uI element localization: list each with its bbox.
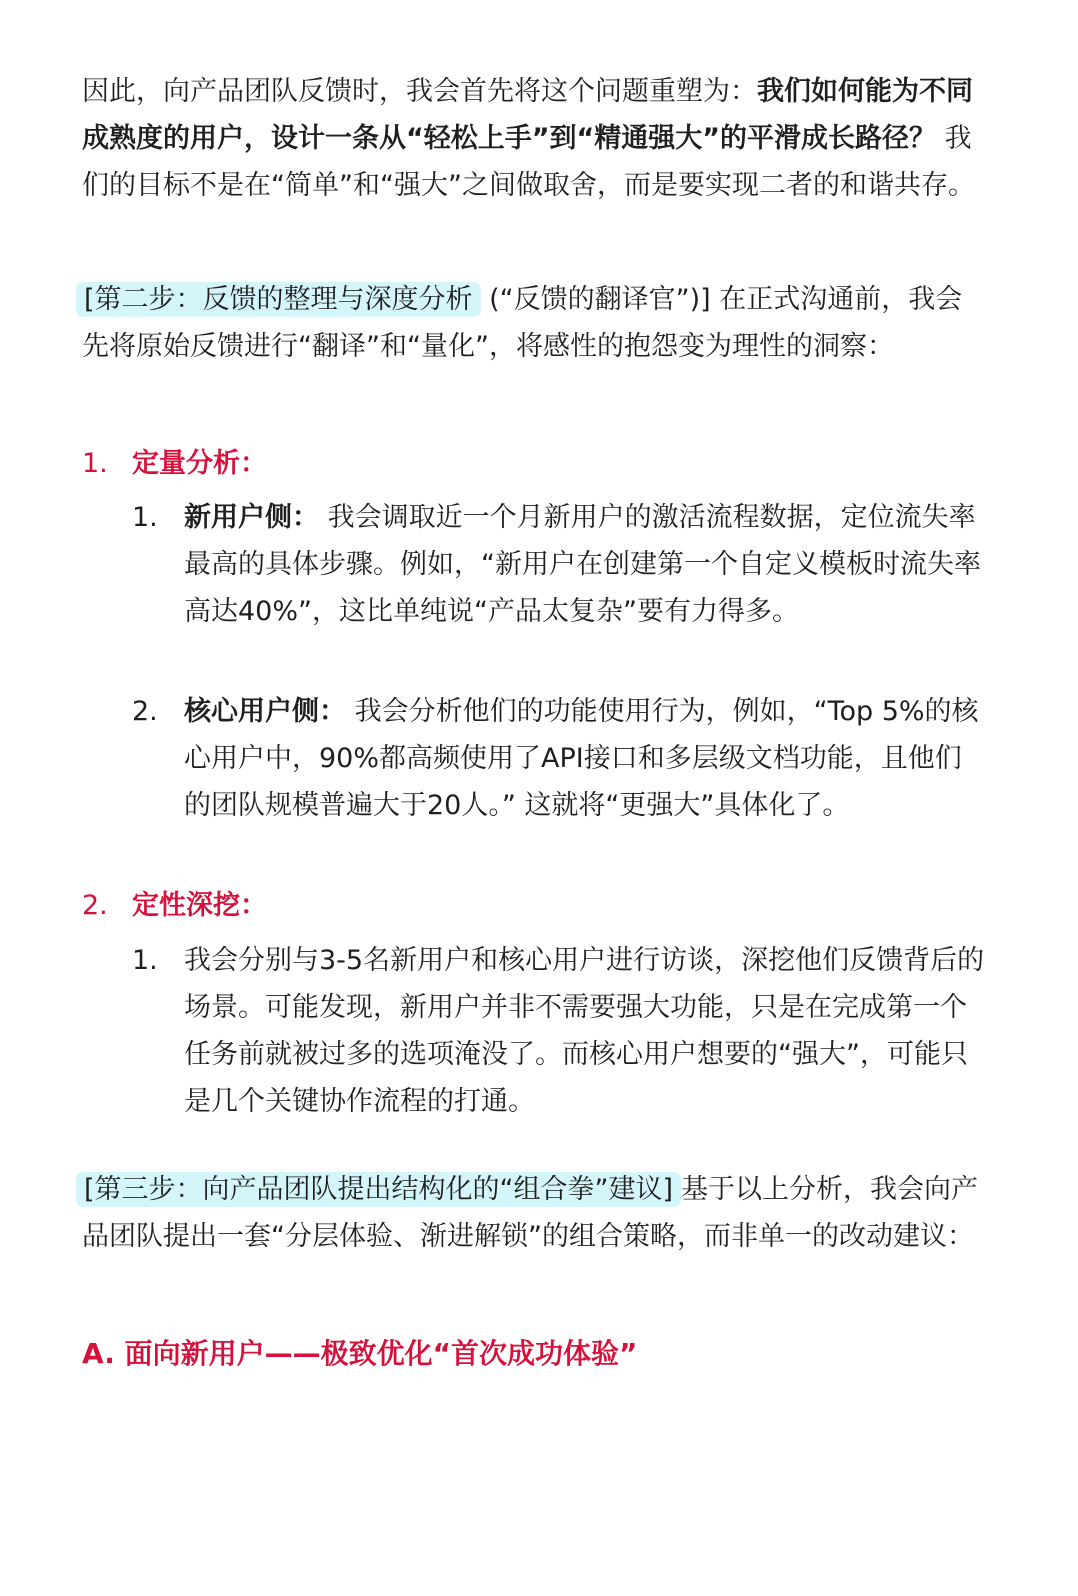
sublist-item-core-users (184, 688, 988, 829)
intro-tail-text: 我们的目标不是在“简单”和“强大”之间做取舍，而是要实现二者的和谐共存。 (82, 123, 975, 201)
sublist-number: 1. (132, 945, 158, 976)
sublist-item-title: 新用户侧： (184, 502, 319, 533)
sublist-item-title: 核心用户侧： (184, 696, 346, 727)
sublist-item-text: 我会分别与3-5名新用户和核心用户进行访谈，深挖他们反馈背后的场景。可能发现，新用户并非不需要强大功能，只是在完成第一个任务前就被过多的选项淹没了。而核心用户想要的“强大”，可能只是几个关键协作流程的打通。 (184, 945, 985, 1117)
sublist-item-interviews (184, 937, 988, 1125)
step2-text: (“反馈的翻译官”)] 在正式沟通前，我会先将原始反馈进行“翻译”和“量化”，将感性的抱怨变为理性的洞察： (82, 284, 963, 362)
step2-paragraph (82, 276, 988, 370)
sublist-number: 1. (132, 502, 158, 533)
step3-paragraph (82, 1166, 988, 1260)
step2-highlight: [第二步：反馈的整理与深度分析 (76, 282, 481, 317)
step3-highlight: [第三步：向产品团队提出结构化的“组合拳”建议] (76, 1172, 681, 1207)
section-a-heading: A. 面向新用户——极致优化“首次成功体验” (82, 1337, 638, 1370)
intro-lead-text: 因此，向产品团队反馈时，我会首先将这个问题重塑为： (82, 76, 757, 107)
sublist-item-new-users (184, 494, 988, 635)
list-heading-quantitative: 定量分析： (132, 448, 267, 479)
list-number: 2. (82, 890, 108, 921)
intro-paragraph (82, 68, 988, 209)
step3-text: 基于以上分析，我会向产品团队提出一套“分层体验、渐进解锁”的组合策略，而非单一的改动建议： (82, 1174, 979, 1252)
list-heading-qualitative: 定性深挖： (132, 890, 267, 921)
sublist-item-text: 我会分析他们的功能使用行为，例如，“Top 5%的核心用户中，90%都高频使用了API接口和多层级文档功能，且他们的团队规模普遍大于20人。” 这就将“更强大”具体化了。 (184, 696, 979, 821)
sublist-item-text: 我会调取近一个月新用户的激活流程数据，定位流失率最高的具体步骤。例如，“新用户在创建第一个自定义模板时流失率高达40%”，这比单纯说“产品太复杂”要有力得多。 (184, 502, 981, 627)
sublist-number: 2. (132, 696, 158, 727)
list-number: 1. (82, 448, 108, 479)
intro-bold-question: 我们如何能为不同成熟度的用户，设计一条从“轻松上手”到“精通强大”的平滑成长路径？ (82, 76, 973, 154)
